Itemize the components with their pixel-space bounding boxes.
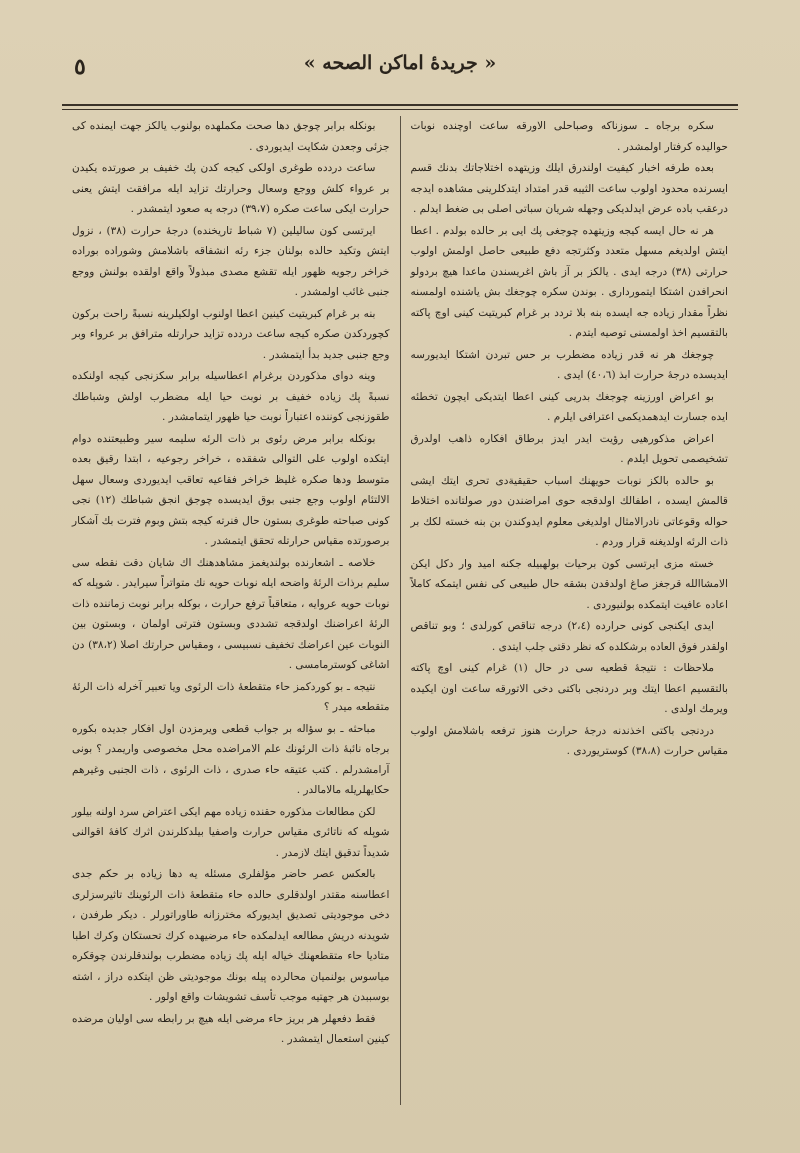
right-column bbox=[401, 116, 739, 1105]
paragraph: نتيجه ـ بو كوردكمز حاء متقطعهٔ ذات الرئوی ويا تعبير آخرله ذات الرئهٔ متقطعه ميدر ؟ bbox=[72, 680, 390, 713]
paragraph: بو اعراض اورزينه چوجغك بدريی كينی اعطا ايتديكی ايچون تخطئه ايده جسارت ايدهمديكمی اعترافی ايلرم . bbox=[410, 390, 728, 423]
paragraph: بعده طرفه اخبار كيفيت اولندرق ايلك وزيتهده اختلاجاتك بدنك قسم ايسرنده محدود اولوب ساعت الثیبه قدر امتداد ايتدكلرينی مشاهده ايدجه درعقب باده عرض ايدلديكی وجهله شريان سباتی اصلی بی ضغط ايدلم . bbox=[410, 162, 728, 215]
paragraph: بونكله برابر مرض رئوی بر ذات الرئه سليمه سير وطبيعتنده دوام ايتكده اولوب على التوالی شفقده ، خراخر رجوعيه ، ابتدا رقيق بعده متوسط ودها صكره غليظ خراخر فقاعيه تعاقب ايديوردی وسعال سهل الالتئام اولوب وجع جنبی بوق ايديسده چوجق انجق شباطك (١٢) نجی كونی صباحته طوغری بستون حال فنرته كيجه بتش وبوم فترت بك آشكار برصورتده مقياس حرارتله تحقق ايتمشدر . bbox=[72, 432, 390, 547]
paragraph: بونكله برابر چوجق دها صحت مكملهده بولنوب يالكز جهت ايمنده كی جزئی وجعدن شكايت ايديوردی . bbox=[72, 120, 390, 153]
paragraph: اعراض مذكورهيی رؤيت ايدر ايدز برطاق افكاره ذاهب اولدرق تشخيصمی تحويل ايلدم . bbox=[410, 432, 728, 465]
paragraph: چوجغك هر نه قدر زياده مضطرب بر حس تبردن اشتكا ايديورسه ايديسده درجهٔ حرارت ابذ (٤٠،٦) ايدی . bbox=[410, 348, 728, 381]
text-columns bbox=[62, 116, 738, 1105]
paragraph: ايرتسی كون ساليلين (٧ شباط تاريخنده) درجهٔ حرارت (٣٨) ، نزول ايتش وتكيد حالده بولنان جزء رئه انشفاقه باشلامش وشوراده بوراده خراخر رجويه ظهور ايله تقشع مصدی مبذولاً واقع اولقده بولنش ووجع جنبی غائب اولمشدر . bbox=[72, 224, 390, 298]
paragraph: لكن مطالعات مذكوره حقنده زياده مهم ايكی اعتراض سرد اولنه بيلور شوپله كه ناتائری مقياس حرارت واصفيا بيلدكلرندن اثرك كافهٔ اقوالنی شديداً تدقيق ايتك لازمدر . bbox=[72, 805, 390, 859]
paragraph: مباحثه ـ بو سؤاله بر جواب قطعی ويرمزدن اول افكار جديده بكوره برجاه نائبهٔ ذات الرئونك علم الامراضده محل مخصوصی واريمدر ؟ بونی آرامشدرلم . كتب عتيقه حاء صدری ، ذات الرئوی ، ذات الجنبی وغيرهم حكايهلريله مالامالدر . bbox=[72, 722, 390, 796]
header-rule bbox=[62, 109, 738, 110]
page-number: ٥ bbox=[74, 54, 86, 80]
paragraph: هر نه حال ايسه كيجه وزيتهده چوجغی پك ایی بر حالده بولدم . اعطا ايتش اولديغم مسهل متعدد وكثرتجه دفع طبيعی حاصل اولمش اولوب حرارتی (٣٨) درجه ايدی . يالكز بر آز باش اغريسندن ماعدا هيچ بردولو انحرافدن اشتكا ايتمورداری . بوندن سكره چوجغك بش ياشنده اولمسنه نظراً مقدار زياده جه ايسده بنه بلا تردد بر غرام كبريتيت كينی اوچ پاكته بالتقسيم اخذ اولمسنی توصيه ايتدم . bbox=[410, 224, 728, 339]
paragraph: بو حالده بالكز نوبات حويهنك اسباب حقيقيةدی تحری ايتك ايشی قالمش ايسده ، اطفالك اولدقجه حوی امراضندن دور صولتانده اختلاط حواله وقوعاتی نادرالامثال اولديغی معلوم ايدوكندن بن بنه خسته لكك بر ذات الرئه اولديغنه قرار وردم . bbox=[410, 474, 728, 548]
left-column bbox=[62, 116, 400, 1105]
paragraph: بنه بر غرام كبريتيت كينين اعطا اولنوب اولكيلرينه نسبةً راحت بركون كچوردكدن صكره كيجه ساعت دردده تزايد حرارتله مترافق بر عرواء وبر وجع جنبی جديد بدأ ايتمشدر . bbox=[72, 307, 390, 361]
paragraph: ایدی ایكنجی كونی حرارده (٢،٤) درجه تناقص كورلدی ؛ وبو تناقص اولقدر فوق العاده برشكلده كه نظر دقتی جلب ايتدی . bbox=[410, 620, 728, 653]
column-divider bbox=[400, 116, 401, 1105]
paragraph: وينه دوای مذكوردن برغرام اعطاسيله برابر سكزنجی كيجه اولنكده نسبةً پك زياده خفيف بر نوبت حيا ايله مضطرب اولش وشباطك طقوزنجی كوننده اعتباراً نوبت حيا ظهور ايتمامشدر . bbox=[72, 370, 390, 423]
paragraph: فقط دفعهلر هر بريز حاء مرضی ايله هيچ بر رابطه سی اوليان مرضده كينين استعمال ايتمشدر . bbox=[72, 1012, 390, 1045]
paragraph: خلاصه ـ اشعارنده بولنديغمز مشاهدهنك اك شايان دقت نقطه سی سليم برذات الرئهٔ واضحه ايله نوبات حويه نك متواتراً سيرايدر . شوپله كه نوبات حويه عروايه ، متعاقباً ترفع حرارت ، بوكله برابر نوبت زماننده ذات الرئهٔ اعراضنك اولدقجه تشددی وبستون فترتی اولمان ، وبستون بين النوبات عين اعراضك تخفيف نسبيسی ، ومقياس حرارتك اصلا (٣٨،٢) دن اشاغی كوسترمامسی . bbox=[72, 556, 390, 671]
paragraph: ساعت دردده طوغری اولكی كيجه كدن پك خفيف بر صورتده يكيدن بر عرواء كلش ووجع وسعال وحرارتك تزايد ايله مرافقت ايتش يعنی حرارت ايكی ساعت صكره (٣٩،٧) درجه يه صعود ايتمشدر . bbox=[72, 162, 390, 215]
paragraph: بالعكس عصر حاضر مؤلفلری مسئله يه دها زياده بر حكم جدی اعطاسنه مقتدر اولدقلری حالده حاء متقطعهٔ ذات الرئوينك تاثيرسزلری دخی موجوديتی تصديق ايديوركه مخترزانه طاوراتورلر . ديكر طرفدن ، شويدنه دريش مطالعه ايدلمكده حاء مرضيهده كرك تحستكان وكرك اطبا متاديا حاء متقطعهنك خياله ايله پك زياده مضطرب بولندقلرندن چوقكره مياسوس بولنميان محالرده پيله بونك موجوديتی ظن ايتكده دراز ، اشته بوسببدن هر جهتيه موجب تأسف تشويشات واقع اولور . bbox=[72, 868, 390, 1003]
paragraph: خسته مزی ايرتسی كون برحيات بولهبيله جكنه اميد وار دكل ايكن الامشاالله قرجغز صاغ اولدقدن بشقه حال طبيعی كی نفس ايتمكه كاملاً اعاده عافيت ايتمكده بولنيوردی . bbox=[410, 557, 728, 611]
journal-title: « جريدهٔ اماكن الصحه » bbox=[303, 52, 497, 74]
page-header bbox=[62, 42, 738, 106]
paragraph: سكره برجاه ـ سوزناكه وصباحلی الاورقه ساعت اوچنده نوبات حواليده كرفتار اولمشدر . bbox=[410, 120, 728, 153]
paragraph: دردنجی باكتی اخذندنه درجهٔ حرارت هنوز ترفعه باشلامش اولوب مقياس حرارت (٣٨،٨) كوستريوردی . bbox=[410, 724, 728, 757]
paragraph: ملاحظات : نتيجهٔ قطعيه سی در حال (١) غرام كينی اوچ پاكته بالتقسيم اعطا ايتك وبر دردنجی باكتی دخی الاتورقه ساعت اون ايكيده ويرمك اولدی . bbox=[410, 662, 728, 715]
